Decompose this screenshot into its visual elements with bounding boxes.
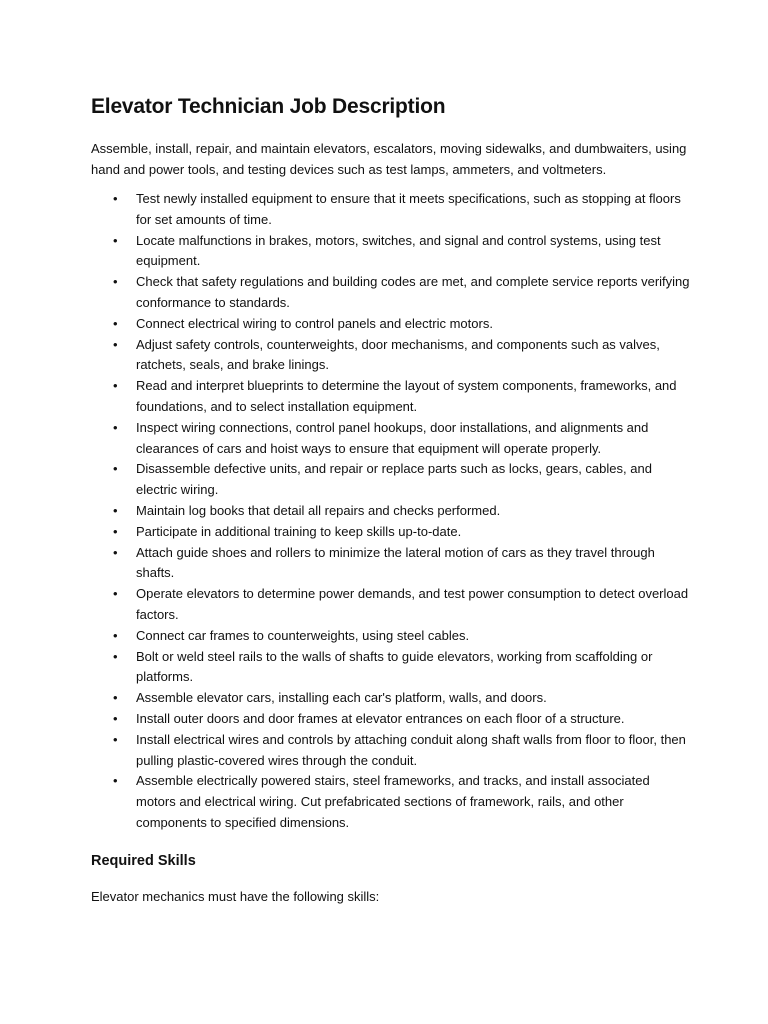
bullet-icon: • (113, 544, 118, 560)
duties-list (91, 189, 691, 834)
bullet-icon: • (113, 648, 118, 664)
list-item (91, 418, 691, 460)
list-item-text: Operate elevators to determine power demands, and test power consumption to detect overload factors. (136, 586, 689, 622)
bullet-icon: • (113, 274, 118, 290)
list-item-text: Maintain log books that detail all repairs and checks performed. (136, 502, 501, 518)
list-item (91, 730, 691, 772)
list-item (91, 688, 691, 709)
list-item-text: Assemble elevator cars, installing each car's platform, walls, and doors. (136, 690, 547, 706)
list-item-text: Attach guide shoes and rollers to minimize the lateral motion of cars as they travel through shafts. (136, 544, 655, 581)
list-item (91, 647, 691, 689)
list-item-text: Test newly installed equipment to ensure that it meets specifications, such as stopping at floors for set amounts of time. (136, 191, 681, 227)
list-item-text: Participate in additional training to keep skills up-to-date. (136, 523, 462, 539)
bullet-icon: • (113, 315, 118, 331)
list-item (91, 272, 691, 314)
list-item-text: Read and interpret blueprints to determine the layout of system components, frameworks, and foundations, and to select installation equipment. (136, 378, 677, 414)
list-item-text: Bolt or weld steel rails to the walls of shafts to guide elevators, working from scaffolding or platforms. (136, 648, 653, 685)
list-item (91, 626, 691, 647)
bullet-icon: • (113, 773, 118, 789)
bullet-icon: • (113, 710, 118, 726)
bullet-icon: • (113, 690, 118, 706)
document-page (91, 92, 691, 907)
intro-paragraph: Assemble, install, repair, and maintain elevators, escalators, moving sidewalks, and dumbwaiters, using hand and power tools, and testing devices such as test lamps, ammeters, and voltmeters. (91, 141, 687, 177)
list-item-text: Disassemble defective units, and repair or replace parts such as locks, gears, cables, and electric wiring. (136, 461, 652, 498)
skills-intro-paragraph: Elevator mechanics must have the following skills: (91, 888, 380, 904)
list-item-text: Install outer doors and door frames at elevator entrances on each floor of a structure. (136, 710, 625, 726)
bullet-icon: • (113, 627, 118, 643)
bullet-icon: • (113, 191, 118, 206)
bullet-icon: • (113, 336, 118, 352)
list-item-text: Locate malfunctions in brakes, motors, switches, and signal and control systems, using test equipment. (136, 232, 661, 269)
list-item (91, 771, 691, 833)
list-item (91, 709, 691, 730)
list-item (91, 189, 691, 231)
list-item-text: Check that safety regulations and building codes are met, and complete service reports verifying conformance to standards. (136, 274, 690, 310)
section-heading-required-skills: Required Skills (91, 852, 196, 869)
bullet-icon: • (113, 586, 118, 602)
list-item-text: Install electrical wires and controls by attaching conduit along shaft walls from floor to floor, then pulling plastic-covered wires through the conduit. (136, 731, 686, 768)
list-item (91, 314, 691, 335)
list-item-text: Connect car frames to counterweights, using steel cables. (136, 627, 470, 643)
page-title: Elevator Technician Job Description (91, 95, 446, 118)
list-item (91, 231, 691, 273)
list-item-text: Connect electrical wiring to control panels and electric motors. (136, 315, 493, 331)
list-item (91, 584, 691, 626)
list-item-text: Inspect wiring connections, control panel hookups, door installations, and alignments and clearances of cars and hoist ways to ensure that equipment will operate properly. (136, 419, 649, 456)
bullet-icon: • (113, 232, 118, 248)
list-item (91, 459, 691, 501)
bullet-icon: • (113, 731, 118, 747)
list-item (91, 335, 691, 377)
list-item (91, 522, 691, 543)
list-item (91, 376, 691, 418)
bullet-icon: • (113, 523, 118, 539)
bullet-icon: • (113, 461, 118, 477)
bullet-icon: • (113, 419, 118, 435)
list-item (91, 543, 691, 585)
list-item-text: Adjust safety controls, counterweights, door mechanisms, and components such as valves, ratchets, seals, and brake linings. (136, 336, 660, 373)
bullet-icon: • (113, 378, 118, 394)
bullet-icon: • (113, 502, 118, 518)
list-item-text: Assemble electrically powered stairs, steel frameworks, and tracks, and install associated motors and electrical wiring. Cut prefabricated sections of framework, rails, and other components to specified dimensions. (136, 773, 650, 830)
list-item (91, 501, 691, 522)
